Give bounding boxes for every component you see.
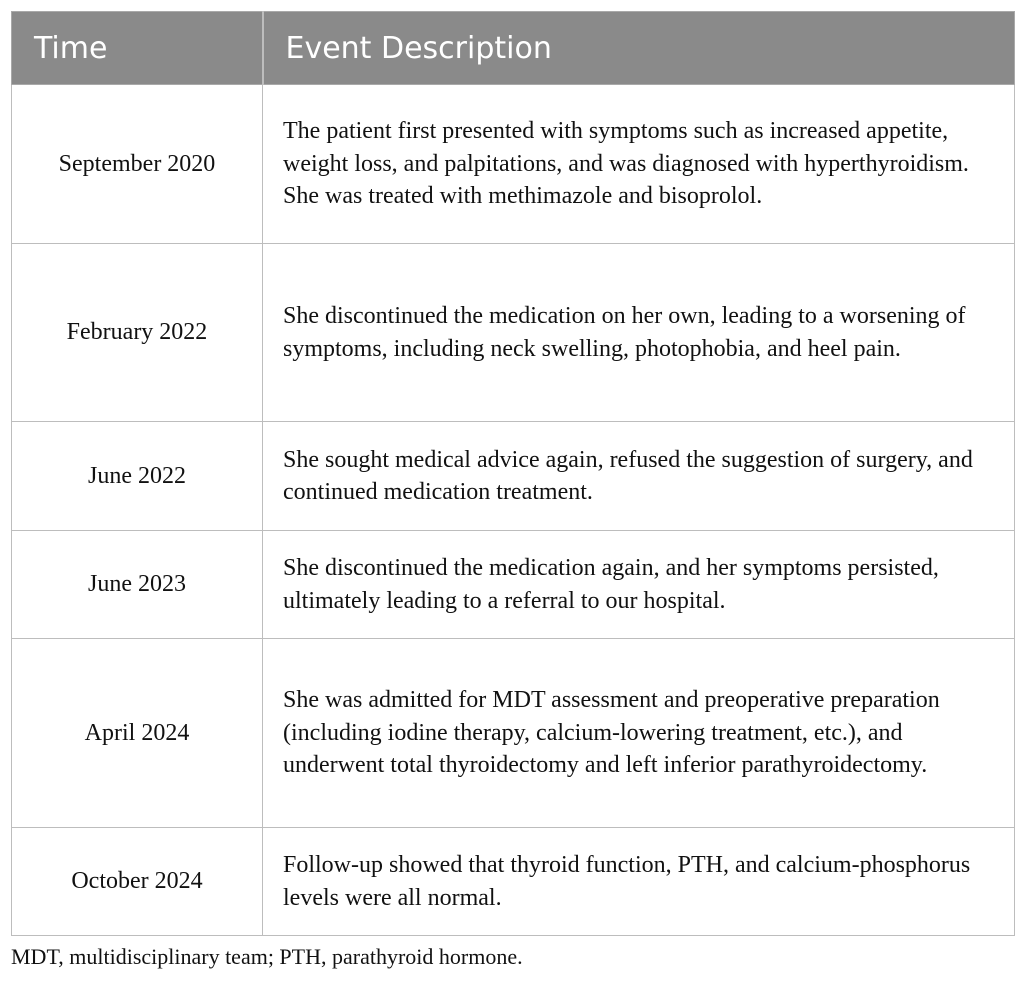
row-description-cell: The patient first presented with symptoms such as increased appetite, weight loss, and palpitations, and was diagnosed with hyperthyroidism. She was treated with methimazole and bisoprolol. [263, 85, 1015, 244]
row-time-cell: June 2023 [12, 531, 263, 639]
event-timeline-table-container [11, 11, 1014, 936]
table-row [12, 531, 1015, 639]
row-description-cell: She discontinued the medication on her own, leading to a worsening of symptoms, including neck swelling, photophobia, and heel pain. [263, 244, 1015, 422]
row-time-cell: October 2024 [12, 828, 263, 936]
header-time: Time [12, 12, 263, 85]
row-time-cell: February 2022 [12, 244, 263, 422]
header-row [12, 12, 1015, 85]
row-time-cell: June 2022 [12, 422, 263, 531]
table-row [12, 639, 1015, 828]
row-description-cell: She was admitted for MDT assessment and preoperative preparation (including iodine therapy, calcium-lowering treatment, etc.), and underwent total thyroidectomy and left inferior parathyroidectomy. [263, 639, 1015, 828]
row-description-cell: She discontinued the medication again, and her symptoms persisted, ultimately leading to a referral to our hospital. [263, 531, 1015, 639]
event-timeline-table [11, 11, 1015, 936]
row-description-cell: Follow-up showed that thyroid function, PTH, and calcium-phosphorus levels were all normal. [263, 828, 1015, 936]
header-event-description: Event Description [263, 12, 1015, 85]
table-row [12, 828, 1015, 936]
row-time-cell: April 2024 [12, 639, 263, 828]
table-footnote: MDT, multidisciplinary team; PTH, parathyroid hormone. [11, 944, 523, 969]
row-description-cell: She sought medical advice again, refused the suggestion of surgery, and continued medication treatment. [263, 422, 1015, 531]
table-row [12, 244, 1015, 422]
table-body [12, 85, 1015, 936]
table-header [12, 12, 1015, 85]
table-row [12, 422, 1015, 531]
row-time-cell: September 2020 [12, 85, 263, 244]
table-row [12, 85, 1015, 244]
